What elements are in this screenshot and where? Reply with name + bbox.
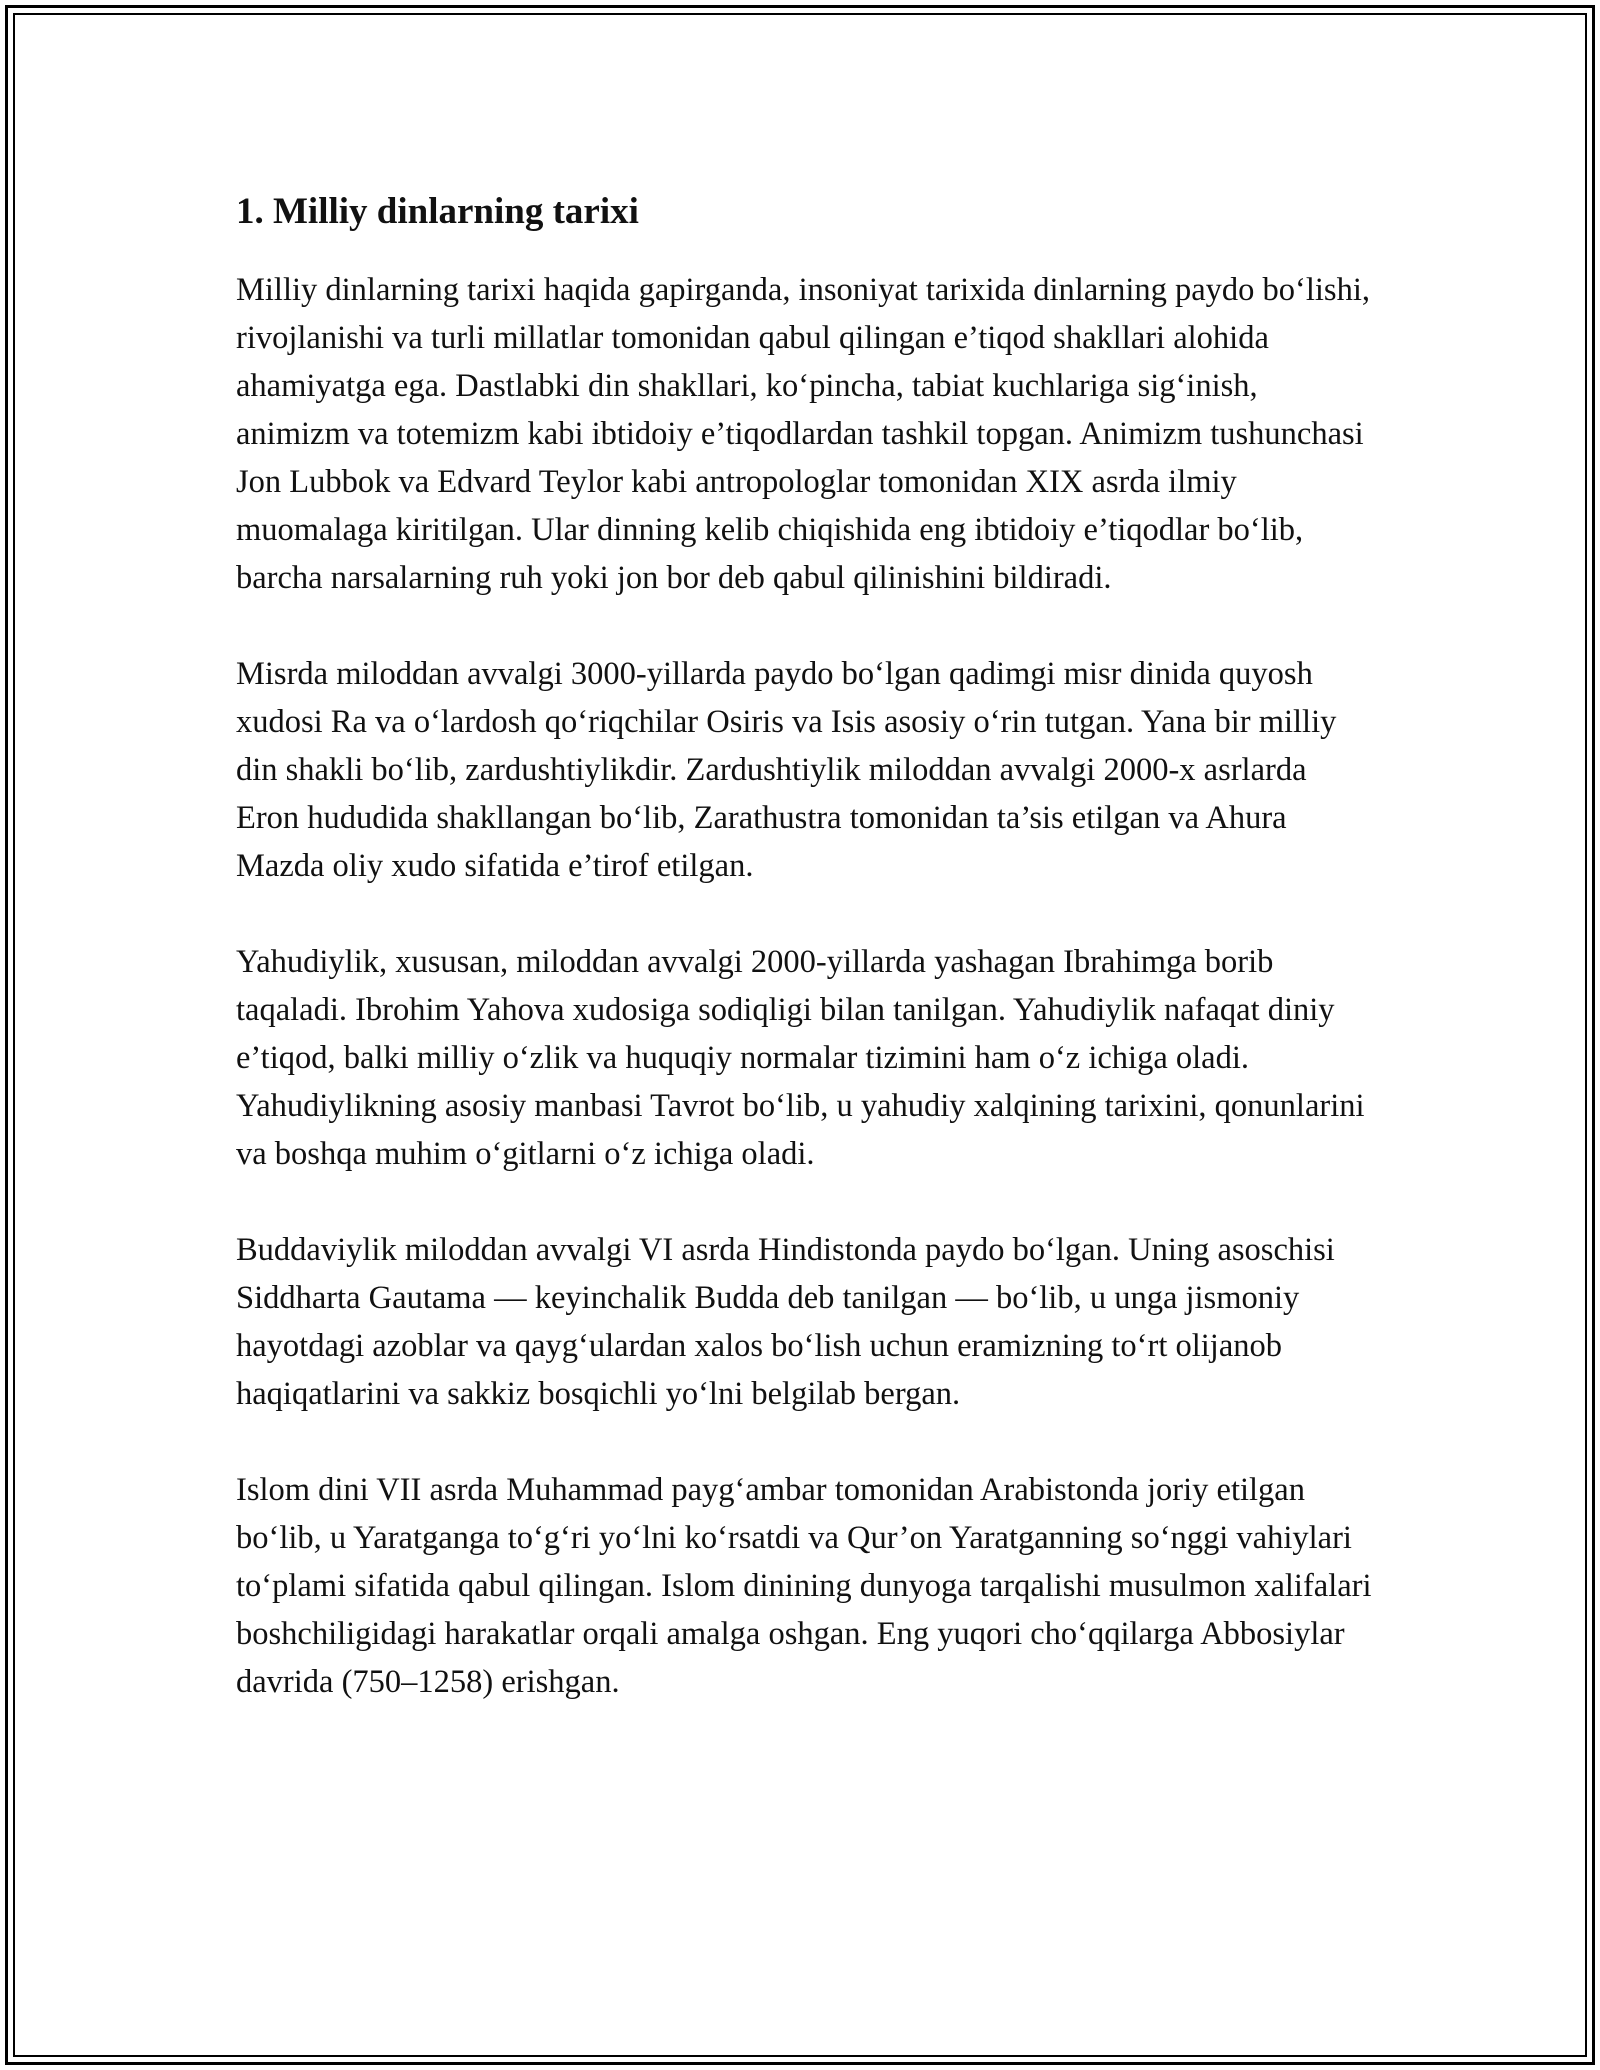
document-body bbox=[236, 186, 1376, 1706]
paragraph-animism: Milliy dinlarning tarixi haqida gapirganda, insoniyat tarixida dinlarning paydo bo‘lishi, rivojlanishi va turli millatlar tomonidan qabul qilingan e’tiqod shakllari alohida ahamiyatga ega. Dastlabki din shakllari, ko‘pincha, tabiat kuchlariga sig‘inish, animizm va totemizm kabi ibtidoiy e’tiqodlardan tashkil topgan. Animizm tushunchasi Jon Lubbok va Edvard Teylor kabi antropologlar tomonidan XIX asrda ilmiy muomalaga kiritilgan. Ular dinning kelib chiqishida eng ibtidoiy e’tiqodlar bo‘lib, barcha narsalarning ruh yoki jon bor deb qabul qilinishini bildiradi. bbox=[236, 272, 1370, 596]
paragraph-islam: Islom dini VII asrda Muhammad payg‘ambar tomonidan Arabistonda joriy etilgan bo‘lib, u Yaratganga to‘g‘ri yo‘lni ko‘rsatdi va Qur’on Yaratganning so‘nggi vahiylari to‘plami sifatida qabul qilingan. Islom dinining dunyoga tarqalishi musulmon xalifalari boshchiligidagi harakatlar orqali amalga oshgan. Eng yuqori cho‘qqilarga Abbosiylar davrida (750–1258) erishgan. bbox=[236, 1472, 1372, 1700]
section-heading: 1. Milliy dinlarning tarixi bbox=[236, 191, 639, 232]
paragraph-judaism: Yahudiylik, xususan, miloddan avvalgi 2000-yillarda yashagan Ibrahimga borib taqaladi. Ibrohim Yahova xudosiga sodiqligi bilan tanilgan. Yahudiylik nafaqat diniy e’tiqod, balki milliy o‘zlik va huquqiy normalar tizimini ham o‘z ichiga oladi. Yahudiylikning asosiy manbasi Tavrot bo‘lib, u yahudiy xalqining tarixini, qonunlarini va boshqa muhim o‘gitlarni o‘z ichiga oladi. bbox=[236, 944, 1365, 1172]
paragraph-buddhism: Buddaviylik miloddan avvalgi VI asrda Hindistonda paydo bo‘lgan. Uning asoschisi Siddharta Gautama — keyinchalik Budda deb tanilgan — bo‘lib, u unga jismoniy hayotdagi azoblar va qayg‘ulardan xalos bo‘lish uchun eramizning to‘rt olijanob haqiqatlarini va sakkiz bosqichli yo‘lni belgilab bergan. bbox=[236, 1232, 1335, 1412]
paragraph-egypt-zoroastrianism: Misrda miloddan avvalgi 3000-yillarda paydo bo‘lgan qadimgi misr dinida quyosh xudosi Ra va o‘lardosh qo‘riqchilar Osiris va Isis asosiy o‘rin tutgan. Yana bir milliy din shakli bo‘lib, zardushtiylikdir. Zardushtiylik miloddan avvalgi 2000-x asrlarda Eron hududida shakllangan bo‘lib, Zarathustra tomonidan ta’sis etilgan va Ahura Mazda oliy xudo sifatida e’tirof etilgan. bbox=[236, 656, 1337, 884]
